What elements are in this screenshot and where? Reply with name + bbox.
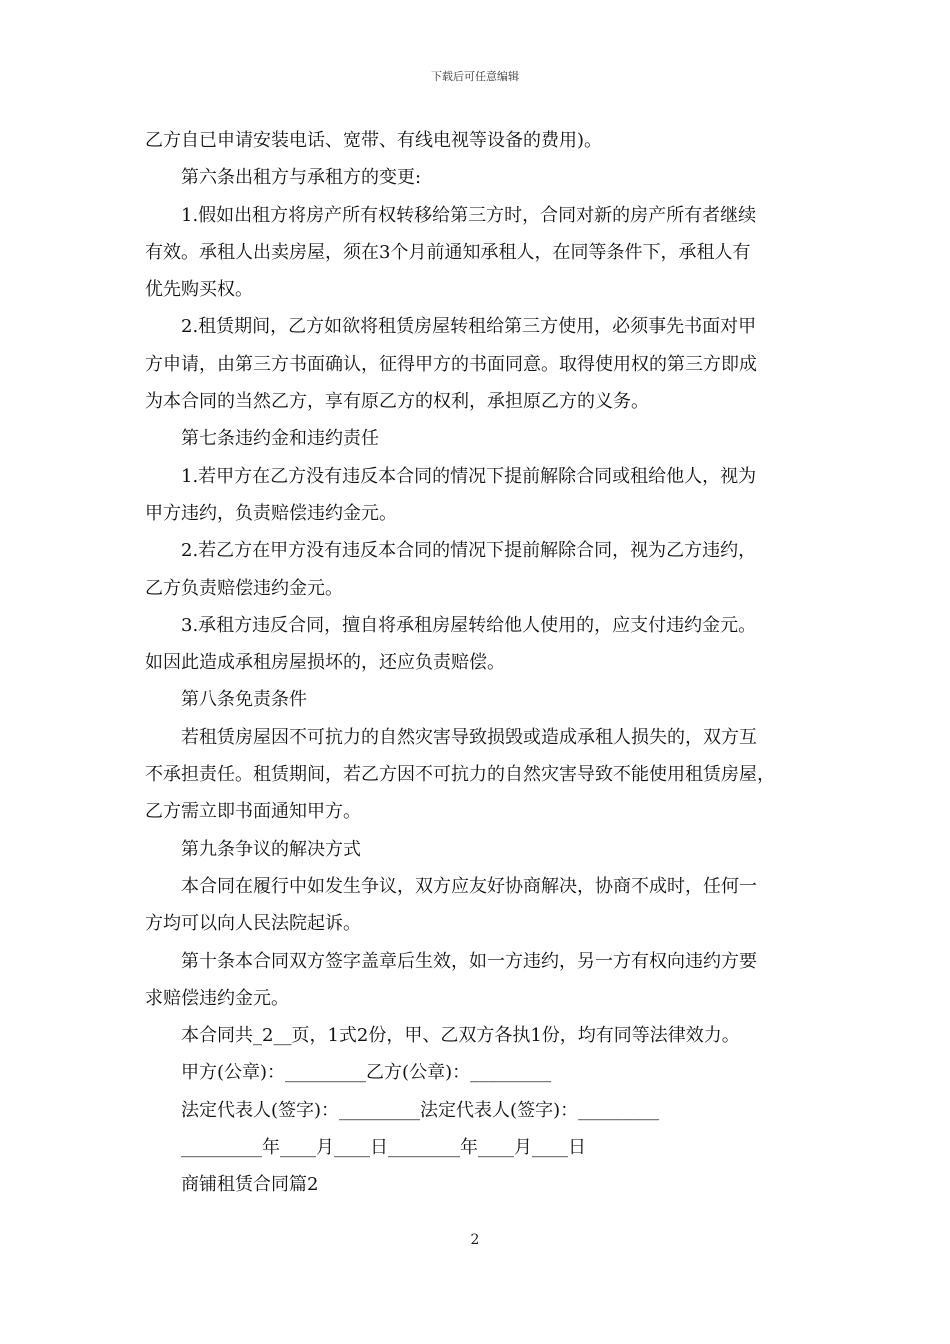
text-line: 乙方自已申请安装电话、宽带、有线电视等设备的费用)。 [145, 130, 603, 151]
text-line: 甲方违约，负责赔偿违约金元。 [145, 502, 397, 524]
text-line: 为本合同的当然乙方，享有原乙方的权利，承担原乙方的义务。 [145, 391, 649, 413]
page-header: 下载后可任意编辑 [431, 70, 519, 83]
text-line: 2.若乙方在甲方没有违反本合同的情况下提前解除合同，视为乙方违约， [181, 540, 757, 562]
text-line: 求赔偿违约金元。 [145, 987, 289, 1009]
text-line: 第六条出租方与承租方的变更: [181, 167, 422, 189]
text-line: 方均可以向人民法院起诉。 [145, 913, 361, 935]
text-line: 法定代表人(签字)：_________法定代表人(签字)：_________ [181, 1099, 660, 1121]
text-line: 2.租赁期间，乙方如欲将租赁房屋转租给第三方使用，必须事先书面对甲 [181, 316, 757, 338]
text-line: 不承担责任。租赁期间，若乙方因不可抗力的自然灾害导致不能使用租赁房屋， [145, 764, 775, 786]
text-line: _________年____月____日________年____月____日 [181, 1137, 586, 1159]
text-line: 1.若甲方在乙方没有违反本合同的情况下提前解除合同或租给他人，视为 [181, 465, 757, 487]
text-line: 如因此造成承租房屋损坏的，还应负责赔偿。 [145, 652, 505, 674]
text-line: 乙方需立即书面通知甲方。 [145, 801, 361, 823]
text-line: 乙方负责赔偿违约金元。 [145, 577, 343, 599]
text-line: 商铺租赁合同篇2 [181, 1174, 319, 1196]
text-line: 优先购买权。 [145, 279, 253, 301]
text-line: 方申请，由第三方书面确认，征得甲方的书面同意。取得使用权的第三方即成 [145, 353, 757, 375]
text-line: 3.承租方违反合同，擅自将承租房屋转给他人使用的，应支付违约金元。 [181, 614, 757, 636]
text-line: 本合同共_2__页，1式2份，甲、乙双方各执1份，均有同等法律效力。 [181, 1025, 740, 1047]
page-number: 2 [470, 1232, 480, 1248]
text-line: 1.假如出租方将房产所有权转移给第三方时，合同对新的房产所有者继续 [181, 204, 757, 226]
text-line: 第八条免责条件 [181, 689, 307, 711]
text-line: 第十条本合同双方签字盖章后生效，如一方违约，另一方有权向违约方要 [181, 950, 757, 972]
text-line: 第九条争议的解决方式 [181, 838, 361, 860]
text-line: 甲方(公章)：_________乙方(公章)：_________ [181, 1062, 552, 1084]
text-line: 有效。承租人出卖房屋，须在3个月前通知承租人，在同等条件下，承租人有 [145, 241, 751, 263]
text-line: 本合同在履行中如发生争议，双方应友好协商解决，协商不成时，任何一 [181, 875, 757, 897]
text-line: 第七条违约金和违约责任 [181, 428, 379, 450]
document-body [145, 122, 817, 1204]
text-line: 若租赁房屋因不可抗力的自然灾害导致损毁或造成承租人损失的，双方互 [181, 726, 757, 748]
